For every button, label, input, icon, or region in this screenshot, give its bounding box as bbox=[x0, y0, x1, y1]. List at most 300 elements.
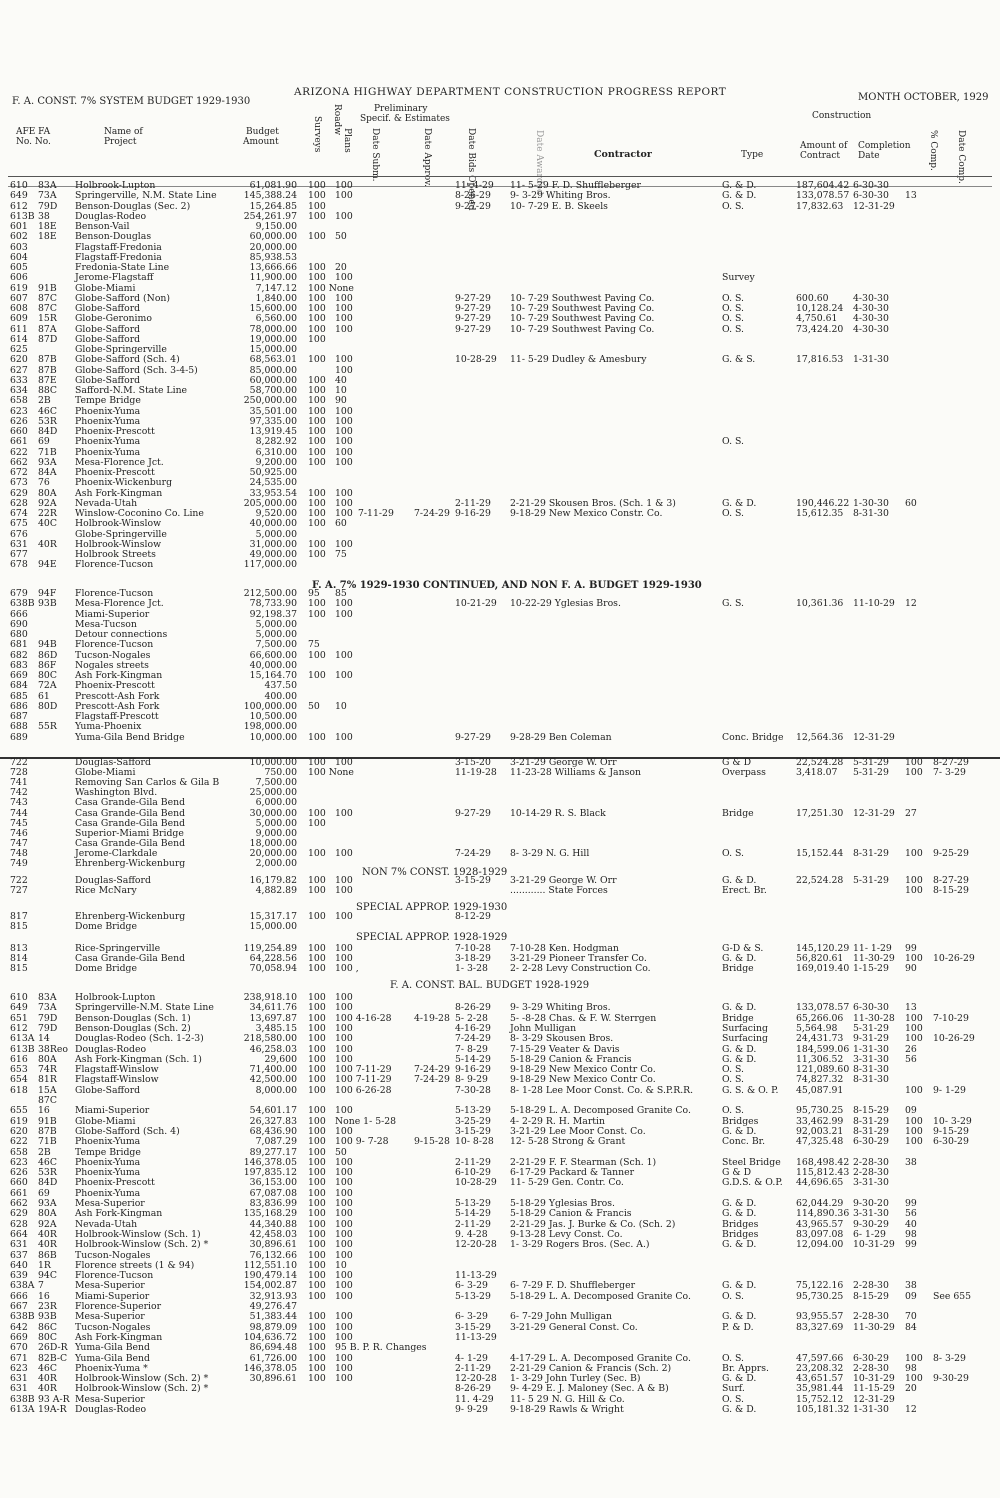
cell-name: Flagstaff-Winslow bbox=[75, 1064, 159, 1076]
cell-con: 10- 7-29 Southwest Paving Co. bbox=[510, 292, 655, 304]
cell-sv: 100 bbox=[308, 231, 326, 243]
cell-afe: 610 bbox=[10, 992, 28, 1003]
cell-pct: 70 bbox=[905, 1311, 917, 1323]
cell-sv: 100 bbox=[308, 1259, 326, 1271]
table-row bbox=[0, 640, 1000, 650]
cell-afe: 658 bbox=[10, 1146, 28, 1158]
cell-typ: O. S. bbox=[722, 1393, 744, 1405]
cell-typ: G. & D. bbox=[722, 1002, 757, 1014]
cell-name: Florence-Tucson bbox=[75, 588, 154, 599]
cell-pl: 100 bbox=[335, 497, 353, 509]
cell-amt: 17,816.53 bbox=[796, 354, 844, 366]
budget-heading: F. A. CONST. 7% SYSTEM BUDGET 1929-1930 bbox=[12, 96, 251, 107]
cell-bud: 13,919.45 bbox=[249, 426, 297, 437]
cell-opn: 9. 4-28 bbox=[455, 1228, 488, 1240]
cell-name: Globe-Safford (Non) bbox=[75, 292, 171, 304]
cell-fa: 86F bbox=[38, 659, 57, 671]
cell-name: Phoenix-Yuma bbox=[75, 446, 141, 458]
cell-fa: 93 A-R bbox=[38, 1393, 70, 1405]
cell-sv: 100 bbox=[308, 1290, 326, 1302]
cell-bud: 7,147.12 bbox=[255, 282, 297, 294]
cell-con: 11-23-28 Williams & Janson bbox=[510, 767, 641, 779]
cell-afe: 622 bbox=[10, 446, 28, 458]
cell-typ: Conc. Bridge bbox=[722, 731, 784, 743]
cell-name: Ash Fork-Kingman bbox=[75, 1208, 163, 1220]
cell-afe: 620 bbox=[10, 354, 28, 366]
cell-sv: 100 bbox=[308, 446, 326, 458]
cell-name: Florence-Tucson bbox=[75, 559, 154, 571]
cell-sv: 100 bbox=[308, 847, 326, 859]
cell-con: 1- 3-29 Rogers Bros. (Sec. A.) bbox=[510, 1239, 650, 1251]
col-date-approv: Date Approv. bbox=[422, 128, 432, 188]
cell-typ: Surfacing bbox=[722, 1022, 768, 1034]
cell-fa: 93B bbox=[38, 598, 57, 610]
cell-pl: 100 bbox=[335, 1270, 353, 1282]
cell-cd: 5-31-29 bbox=[853, 875, 889, 886]
cell-bud: 34,611.76 bbox=[249, 1002, 297, 1014]
cell-con: 3-21-29 General Const. Co. bbox=[510, 1321, 638, 1333]
cell-bud: 6,310.00 bbox=[255, 446, 297, 458]
cell-typ: G. & D. bbox=[722, 1404, 757, 1415]
cell-bud: 58,700.00 bbox=[249, 385, 297, 396]
cell-bud: 18,000.00 bbox=[249, 837, 297, 849]
cell-fa: 83A bbox=[38, 180, 57, 191]
cell-bud: 26,327.83 bbox=[249, 1115, 297, 1127]
cell-afe: 629 bbox=[10, 487, 28, 499]
cell-cd: 9-31-29 bbox=[853, 1033, 889, 1045]
cell-pl: 100 bbox=[335, 1156, 353, 1168]
cell-pl: 100 bbox=[335, 292, 353, 304]
cell-pd2: 7-24-29 bbox=[414, 1064, 450, 1076]
cell-opn: 9-27-29 bbox=[455, 292, 491, 304]
cell-opn: 5-13-29 bbox=[455, 1105, 491, 1117]
cell-con: 4- 2-29 R. H. Martin bbox=[510, 1115, 605, 1127]
cell-fa: 82B-C bbox=[38, 1352, 68, 1364]
cell-opn: 9-27-29 bbox=[455, 200, 491, 212]
cell-afe: 609 bbox=[10, 313, 28, 325]
table-row bbox=[0, 396, 1000, 406]
cell-name: Washington Blvd. bbox=[75, 787, 158, 799]
cell-afe: 627 bbox=[10, 364, 28, 376]
cell-typ: G. & D. bbox=[722, 1373, 757, 1385]
cell-name: Jerome-Flagstaff bbox=[75, 272, 154, 284]
cell-pl: 100 bbox=[335, 1352, 353, 1364]
cell-pl: 100 bbox=[335, 1331, 353, 1343]
cell-pl: 85 bbox=[335, 588, 347, 599]
cell-typ: G. & D. bbox=[722, 1208, 757, 1220]
cell-name: Safford-N.M. State Line bbox=[75, 385, 188, 396]
cell-afe: 616 bbox=[10, 1053, 28, 1065]
cell-bud: 24,535.00 bbox=[249, 477, 297, 489]
cell-sv: 100 bbox=[308, 963, 326, 975]
table-row bbox=[0, 325, 1000, 335]
cell-sv: 95 bbox=[308, 588, 320, 599]
cell-dc: 10- 3-29 bbox=[933, 1115, 972, 1127]
cell-pct: 56 bbox=[905, 1208, 917, 1220]
cell-typ: G. & D. bbox=[722, 190, 757, 202]
cell-opn: 2-11-29 bbox=[455, 1218, 491, 1230]
cell-amt: 47,597.66 bbox=[796, 1352, 844, 1364]
cell-pl: 75 bbox=[335, 549, 347, 560]
col-type: Type bbox=[741, 150, 764, 160]
cell-sv: 100 bbox=[308, 1280, 326, 1292]
cell-pd2: 7-24-29 bbox=[414, 1074, 450, 1086]
cell-bud: 30,896.61 bbox=[249, 1373, 297, 1385]
cell-sv: 100 bbox=[308, 670, 326, 681]
cell-bud: 20,000.00 bbox=[249, 847, 297, 859]
cell-name: Benson-Douglas (Sch. 1) bbox=[75, 1012, 191, 1024]
cell-con: 9-13-28 Levy Const. Co. bbox=[510, 1228, 623, 1240]
cell-sv: 100 bbox=[308, 415, 326, 427]
cell-name: Dome Bridge bbox=[75, 963, 137, 975]
cell-name: Tempe Bridge bbox=[75, 1146, 141, 1158]
cell-opn: 11-13-29 bbox=[455, 1270, 497, 1282]
cell-sv: 100 bbox=[308, 1156, 326, 1168]
cell-afe: 661 bbox=[10, 1187, 28, 1199]
cell-bud: 146,378.05 bbox=[243, 1156, 297, 1168]
cell-sv: 100 bbox=[308, 538, 326, 550]
cell-sv: 100 bbox=[308, 1208, 326, 1220]
cell-opn: 11- 4-29 bbox=[455, 180, 494, 191]
cell-pl: 10 bbox=[335, 700, 347, 712]
cell-afe: 651 bbox=[10, 1012, 28, 1024]
cell-cd: 1-15-29 bbox=[853, 963, 889, 975]
cell-con: 9-18-29 New Mexico Contr Co. bbox=[510, 1064, 656, 1076]
table-row bbox=[0, 1158, 1000, 1168]
cell-name: Prescott-Ash Fork bbox=[75, 700, 160, 712]
cell-opn: 5-14-29 bbox=[455, 1208, 491, 1220]
cell-name: Benson-Douglas (Sec. 2) bbox=[75, 200, 191, 212]
cell-name: Florence-Tucson bbox=[75, 1270, 154, 1282]
table-row bbox=[0, 1189, 1000, 1199]
cell-amt: 43,651.57 bbox=[796, 1373, 844, 1385]
cell-pct: 99 bbox=[905, 1198, 917, 1209]
cell-typ: O. S. bbox=[722, 200, 744, 212]
cell-amt: 114,890.36 bbox=[796, 1208, 850, 1220]
cell-con: 11- 5-29 Dudley & Amesbury bbox=[510, 354, 647, 366]
cell-bud: 85,938.53 bbox=[249, 251, 297, 263]
cell-bud: 100,000.00 bbox=[243, 700, 297, 712]
cell-con: 9-18-29 New Mexico Constr. Co. bbox=[510, 508, 663, 519]
cell-sv: 100 bbox=[308, 303, 326, 314]
cell-sv: 100 bbox=[308, 190, 326, 202]
table-row bbox=[0, 191, 1000, 201]
cell-typ: O. S. bbox=[722, 313, 744, 325]
cell-sv: 100 bbox=[308, 262, 326, 273]
cell-amt: 83,327.69 bbox=[796, 1321, 844, 1333]
cell-bud: 190,479.14 bbox=[243, 1270, 297, 1282]
cell-fa: 80D bbox=[38, 700, 58, 712]
cell-name: Globe-Miami bbox=[75, 767, 136, 779]
cell-fa: 92A bbox=[38, 1218, 57, 1230]
cell-afe: 741 bbox=[10, 777, 28, 789]
cell-fa: 53R bbox=[38, 415, 57, 427]
cell-amt: 83,097.08 bbox=[796, 1228, 844, 1240]
cell-con: 8- 3-29 N. G. Hill bbox=[510, 847, 590, 859]
cell-afe: 815 bbox=[10, 921, 28, 933]
cell-cd: 4-30-30 bbox=[853, 303, 889, 314]
cell-bud: 31,000.00 bbox=[249, 538, 297, 550]
cell-sv: 100 bbox=[308, 757, 326, 768]
cell-pl: 100 bbox=[335, 313, 353, 325]
cell-cd: 6- 1-29 bbox=[853, 1228, 886, 1240]
cell-name: Phoenix-Prescott bbox=[75, 467, 155, 478]
cell-cd: 8-15-29 bbox=[853, 1290, 889, 1302]
cell-amt: 168,498.42 bbox=[796, 1156, 850, 1168]
cell-con: 8- 1-28 Lee Moor Const. Co. & S.P.R.R. bbox=[510, 1084, 694, 1096]
cell-pl: 100 bbox=[335, 538, 353, 550]
cell-bud: 10,000.00 bbox=[249, 757, 297, 768]
cell-pct: 100 bbox=[905, 767, 923, 779]
cell-opn: 9-27-29 bbox=[455, 303, 491, 314]
cell-name: Holbrook-Winslow (Sch. 2) * bbox=[75, 1383, 209, 1395]
cell-pl: 50 bbox=[335, 1146, 347, 1158]
cell-bud: 112,551.10 bbox=[243, 1259, 297, 1271]
cell-sv: 100 bbox=[308, 1146, 326, 1158]
cell-afe: 654 bbox=[10, 1074, 28, 1086]
cell-typ: O. S. bbox=[722, 1105, 744, 1117]
cell-fa: 18E bbox=[38, 231, 57, 243]
cell-afe: 604 bbox=[10, 251, 28, 263]
cell-fa: 69 bbox=[38, 1187, 50, 1199]
cell-sv: 100 bbox=[308, 1187, 326, 1199]
cell-con: 6-17-29 Packard & Tanner bbox=[510, 1167, 635, 1179]
cell-dc: 10-26-29 bbox=[933, 1033, 975, 1045]
cell-name: Tucson-Nogales bbox=[75, 1249, 151, 1261]
cell-pct: 56 bbox=[905, 1053, 917, 1065]
cell-pl: 100 bbox=[335, 1198, 353, 1209]
cell-bud: 5,000.00 bbox=[255, 618, 297, 630]
cell-pct: 09 bbox=[905, 1105, 917, 1117]
cell-sv: 100 bbox=[308, 943, 326, 954]
cell-afe: 638B bbox=[10, 598, 35, 610]
cell-bud: 10,500.00 bbox=[249, 711, 297, 722]
cell-sv: 100 bbox=[308, 1053, 326, 1065]
cell-afe: 687 bbox=[10, 711, 28, 722]
col-roadw: Roadw bbox=[332, 104, 342, 136]
cell-afe: 612 bbox=[10, 1022, 28, 1034]
cell-fa: 16 bbox=[38, 1105, 50, 1117]
cell-sv: 100 bbox=[308, 374, 326, 386]
cell-afe: 613B bbox=[10, 1043, 35, 1055]
cell-sv: 100 bbox=[308, 1012, 326, 1024]
col-afe-fa: AFE FA bbox=[16, 127, 51, 137]
cell-pct: 100 bbox=[905, 1012, 923, 1024]
cell-bud: 30,896.61 bbox=[249, 1239, 297, 1251]
cell-name: Benson-Vail bbox=[75, 221, 130, 232]
cell-name: Benson-Douglas bbox=[75, 231, 152, 243]
cell-typ: G.D.S. & O.P. bbox=[722, 1177, 783, 1189]
cell-typ: Bridges bbox=[722, 1228, 759, 1240]
cell-dc: 6-30-29 bbox=[933, 1136, 969, 1148]
cell-opn: 2-11-29 bbox=[455, 1156, 491, 1168]
cell-name: Phoenix-Prescott bbox=[75, 1177, 155, 1189]
cell-fa: 93A bbox=[38, 456, 57, 468]
cell-amt: 133,078.57 bbox=[796, 190, 850, 202]
cell-sv: 100 bbox=[308, 1177, 326, 1189]
cell-amt: 45,087.91 bbox=[796, 1084, 844, 1096]
cell-afe: 601 bbox=[10, 221, 28, 232]
cell-opn: 8-26-29 bbox=[455, 190, 491, 202]
cell-pd1: 7-11-29 bbox=[358, 508, 394, 519]
cell-cd: 6-30-29 bbox=[853, 1352, 889, 1364]
cell-bud: 92,198.37 bbox=[249, 608, 297, 620]
cell-afe: 603 bbox=[10, 241, 28, 253]
cell-opn: 7-24-29 bbox=[455, 847, 491, 859]
cell-cd: 11-30-29 bbox=[853, 953, 895, 965]
cell-pct: 100 bbox=[905, 1373, 923, 1385]
cell-cd: 3-31-30 bbox=[853, 1208, 889, 1220]
cell-opn: 9-27-29 bbox=[455, 323, 491, 335]
cell-name: Miami-Superior bbox=[75, 1105, 150, 1117]
cell-name: Flagstaff-Fredonia bbox=[75, 251, 162, 263]
cell-name: Globe-Springerville bbox=[75, 344, 167, 355]
cell-name: Florence-Superior bbox=[75, 1301, 162, 1312]
cell-dc: 9-25-29 bbox=[933, 847, 969, 859]
cell-afe: 612 bbox=[10, 200, 28, 212]
cell-typ: Overpass bbox=[722, 767, 766, 779]
cell-name: Florence-Tucson bbox=[75, 639, 154, 651]
table-row bbox=[0, 886, 1000, 896]
cell-bud: 89,277.17 bbox=[249, 1146, 297, 1158]
cell-fa: 46C bbox=[38, 1362, 57, 1374]
cell-name: Prescott-Ash Fork bbox=[75, 690, 160, 702]
cell-fa: 94B bbox=[38, 639, 57, 651]
cell-cd: 12-31-29 bbox=[853, 807, 895, 819]
cell-name: Casa Grande-Gila Bend bbox=[75, 797, 186, 809]
cell-pd2: 4-19-28 bbox=[414, 1012, 450, 1024]
cell-pct: 60 bbox=[905, 497, 917, 509]
cell-name: Jerome-Clarkdale bbox=[75, 847, 158, 859]
cell-con: 10- 7-29 E. B. Skeels bbox=[510, 200, 608, 212]
cell-con: 10- 7-29 Southwest Paving Co. bbox=[510, 303, 655, 314]
table-row bbox=[0, 1096, 1000, 1106]
cell-typ: G. & D. bbox=[722, 497, 757, 509]
cell-opn: 9-27-29 bbox=[455, 731, 491, 743]
cell-con: 1- 3-29 John Turley (Sec. B) bbox=[510, 1373, 641, 1385]
cell-afe: 613A bbox=[10, 1404, 35, 1415]
cell-amt: 10,361.36 bbox=[796, 598, 844, 610]
cell-afe: 628 bbox=[10, 497, 28, 509]
cell-afe: 675 bbox=[10, 518, 28, 530]
cell-bud: 16,179.82 bbox=[249, 875, 297, 886]
cell-pl: 100 bbox=[335, 885, 353, 897]
cell-afe: 815 bbox=[10, 963, 28, 975]
cell-con: 6- 7-29 John Mulligan bbox=[510, 1311, 613, 1323]
cell-sv: 100 bbox=[308, 875, 326, 886]
cell-name: Springerville-N.M. State Line bbox=[75, 1002, 214, 1014]
cell-cd: 3-31-30 bbox=[853, 1177, 889, 1189]
cell-cd: 6-30-30 bbox=[853, 1002, 889, 1014]
cell-name: Mesa-Tucson bbox=[75, 618, 137, 630]
cell-sv: 100 bbox=[308, 1362, 326, 1374]
cell-opn: 4-16-29 bbox=[455, 1022, 491, 1034]
cell-typ: G-D & S. bbox=[722, 943, 764, 954]
cell-pl: 10 bbox=[335, 1259, 347, 1271]
cell-typ: Bridges bbox=[722, 1218, 759, 1230]
cell-afe: 631 bbox=[10, 538, 28, 550]
cell-name: Holbrook Streets bbox=[75, 549, 156, 560]
cell-name: Douglas-Rodeo bbox=[75, 1043, 147, 1055]
section-heading: SPECIAL APPROP. 1928-1929 bbox=[356, 932, 508, 943]
cell-fa: 92A bbox=[38, 497, 57, 509]
cell-name: Winslow-Coconino Co. Line bbox=[75, 508, 204, 519]
cell-pl: 100 bbox=[335, 1311, 353, 1323]
cell-bud: 238,918.10 bbox=[243, 992, 297, 1003]
cell-bud: 15,164.70 bbox=[249, 670, 297, 681]
cell-bud: 145,388.24 bbox=[243, 190, 297, 202]
cell-pct: 27 bbox=[905, 807, 917, 819]
cell-bud: 9,520.00 bbox=[255, 508, 297, 519]
cell-sv: 100 bbox=[308, 1239, 326, 1251]
cell-fa: 40R bbox=[38, 1383, 57, 1395]
cell-fa: 73A bbox=[38, 1002, 57, 1014]
cell-pct: 100 bbox=[905, 1033, 923, 1045]
cell-fa: 15A bbox=[38, 1084, 57, 1096]
cell-sv: 100 bbox=[308, 200, 326, 212]
cell-amt: 184,599.06 bbox=[796, 1043, 850, 1055]
cell-afe: 666 bbox=[10, 608, 28, 620]
cell-sv: 100 bbox=[308, 1167, 326, 1179]
cell-name: Fredonia-State Line bbox=[75, 262, 170, 273]
cell-afe: 814 bbox=[10, 953, 28, 965]
cell-bud: 25,000.00 bbox=[249, 787, 297, 799]
cell-bud: 146,378.05 bbox=[243, 1362, 297, 1374]
table-row bbox=[0, 294, 1000, 304]
cell-amt: 93,955.57 bbox=[796, 1311, 844, 1323]
cell-name: Mesa-Superior bbox=[75, 1198, 145, 1209]
table-row bbox=[0, 1271, 1000, 1281]
cell-opn: 2-11-29 bbox=[455, 497, 491, 509]
cell-bud: 117,000.00 bbox=[243, 559, 297, 571]
cell-cd: 1-30-30 bbox=[853, 497, 889, 509]
cell-sv: 100 bbox=[308, 354, 326, 366]
cell-typ: G. & D. bbox=[722, 1280, 757, 1292]
cell-pct: 12 bbox=[905, 1404, 917, 1415]
cell-sv: 100 bbox=[308, 649, 326, 661]
cell-pl: 100 , bbox=[335, 963, 359, 975]
cell-afe: 813 bbox=[10, 943, 28, 954]
table-row bbox=[0, 1178, 1000, 1188]
cell-bud: 68,563.01 bbox=[249, 354, 297, 366]
cell-bud: 60,000.00 bbox=[249, 374, 297, 386]
cell-pl: 100 bbox=[335, 1373, 353, 1385]
cell-fa: 15R bbox=[38, 313, 57, 325]
cell-opn: 3-15-20 bbox=[455, 757, 491, 768]
cell-bud: 40,000.00 bbox=[249, 659, 297, 671]
cell-dc: 9- 1-29 bbox=[933, 1084, 966, 1096]
table-row bbox=[0, 243, 1000, 253]
cell-opn: 12-20-28 bbox=[455, 1373, 497, 1385]
cell-name: Ash Fork-Kingman bbox=[75, 487, 163, 499]
cell-bud: 154,002.87 bbox=[243, 1280, 297, 1292]
cell-afe: 672 bbox=[10, 467, 28, 478]
cell-fa: 2B bbox=[38, 395, 51, 407]
cell-afe: 628 bbox=[10, 1218, 28, 1230]
cell-typ: G. & D. bbox=[722, 1198, 757, 1209]
col-amount: Amount of Contract bbox=[800, 141, 848, 161]
cell-cd: 12-31-29 bbox=[853, 731, 895, 743]
cell-opn: 3-15-29 bbox=[455, 1125, 491, 1137]
cell-name: Benson-Douglas (Sch. 2) bbox=[75, 1022, 191, 1034]
table-row bbox=[0, 366, 1000, 376]
cell-afe: 619 bbox=[10, 282, 28, 294]
col-pct-comp: % Comp. bbox=[928, 130, 938, 171]
cell-sv: 100 bbox=[308, 885, 326, 897]
cell-name: Holbrook-Winslow (Sch. 2) * bbox=[75, 1373, 209, 1385]
cell-sv: 100 bbox=[308, 1321, 326, 1333]
cell-bud: 15,264.85 bbox=[249, 200, 297, 212]
